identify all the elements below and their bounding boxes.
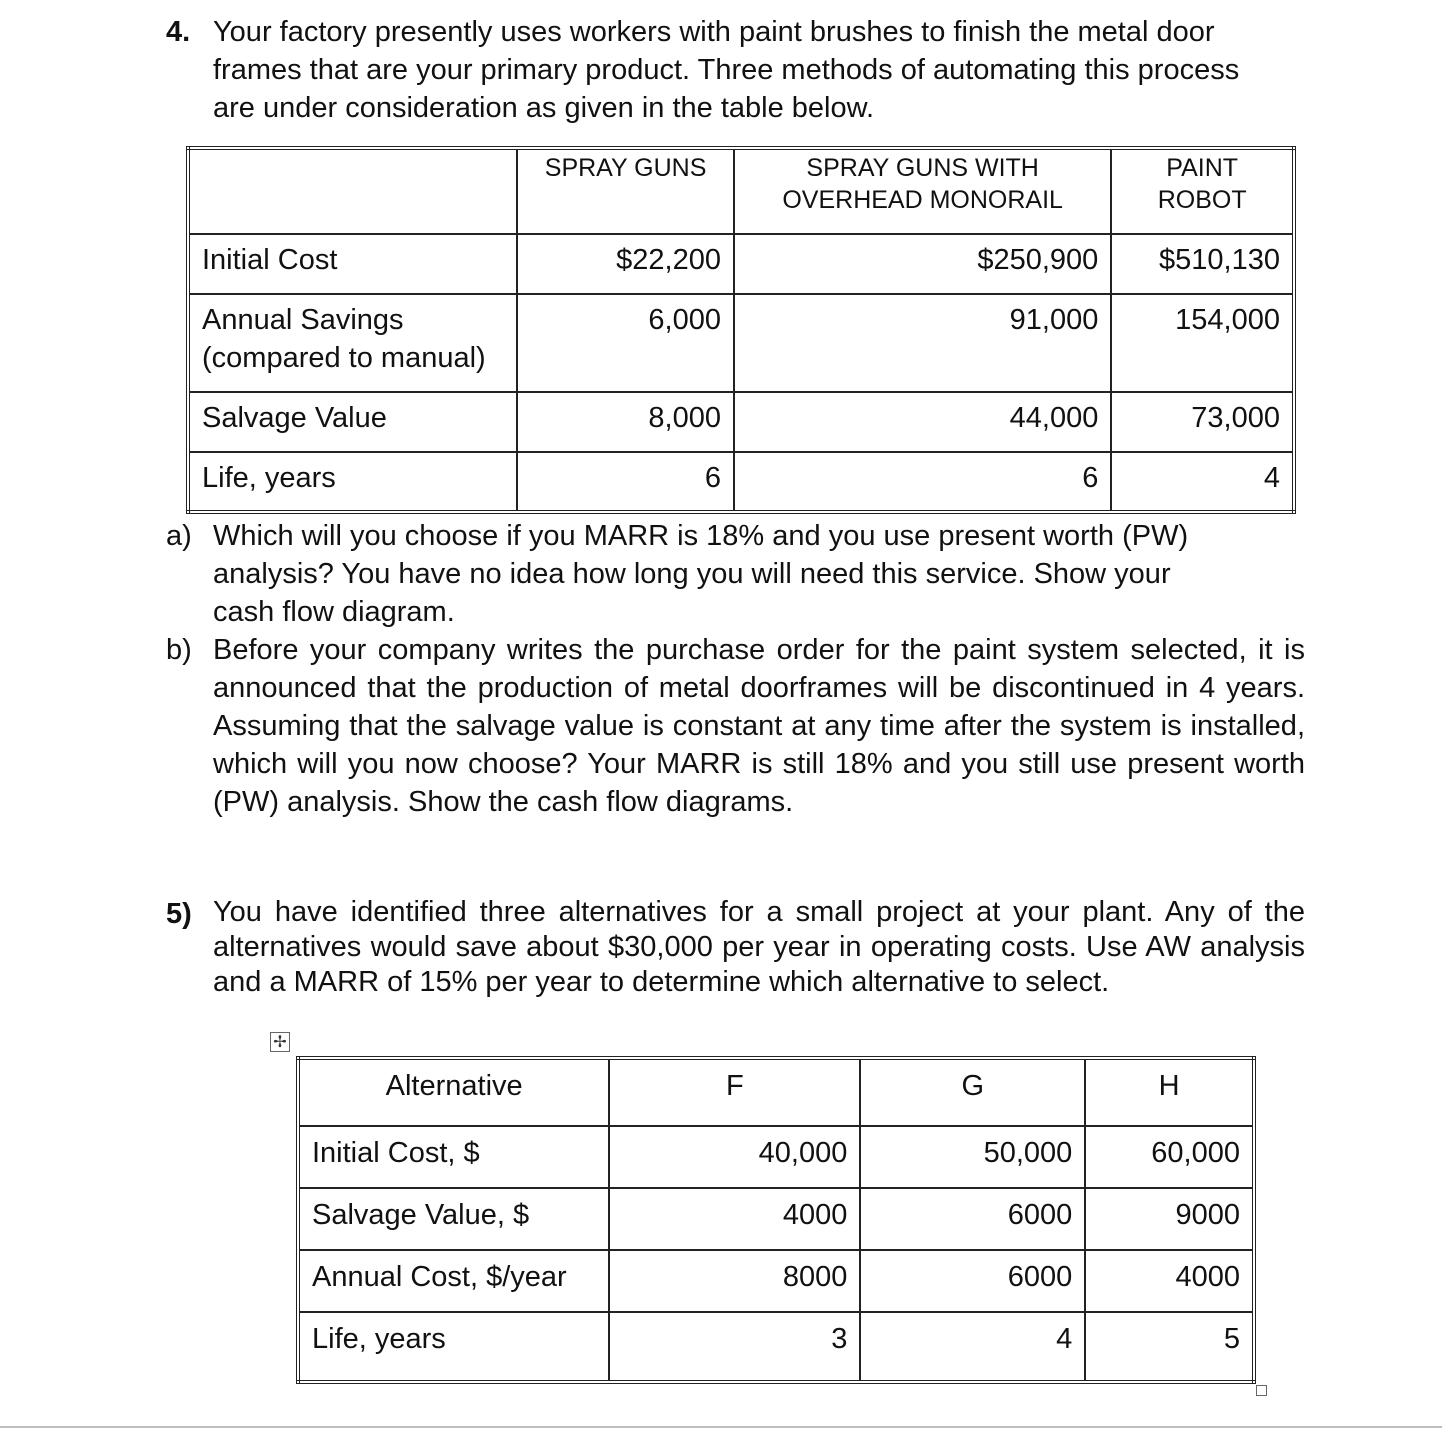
cell-value: 8,000 <box>517 392 734 452</box>
table-row <box>188 452 1294 512</box>
table-header-row <box>298 1058 1254 1126</box>
alternatives-table <box>296 1056 1256 1384</box>
header-paint-robot: PAINT ROBOT <box>1111 148 1294 234</box>
row-label: Annual Cost, $/year <box>298 1250 609 1312</box>
cell-value: 5 <box>1085 1312 1254 1382</box>
part-a-line-1: Which will you choose if you MARR is 18% and you use present worth (PW) <box>213 520 1189 552</box>
table-move-handle-icon[interactable]: ✢ <box>270 1032 290 1052</box>
cell-value: $510,130 <box>1111 234 1294 294</box>
cell-value: 8000 <box>609 1250 860 1312</box>
cell-value: 6 <box>734 452 1111 512</box>
header-h: H <box>1085 1058 1254 1126</box>
cell-value: 154,000 <box>1111 294 1294 392</box>
cell-value: 6,000 <box>517 294 734 392</box>
header-alternative: Alternative <box>298 1058 609 1126</box>
row-label: Life, years <box>298 1312 609 1382</box>
row-label: Initial Cost <box>188 234 517 294</box>
table-row <box>188 392 1294 452</box>
table-row <box>298 1126 1254 1188</box>
cell-value: 6000 <box>860 1250 1085 1312</box>
part-a-line-2: analysis? You have no idea how long you will need this service. Show your <box>213 558 1171 590</box>
part-b-label: b) <box>166 634 192 666</box>
cell-value: 44,000 <box>734 392 1111 452</box>
cell-value: 4000 <box>1085 1250 1254 1312</box>
header-spray-guns: SPRAY GUNS <box>517 148 734 234</box>
cell-value: 3 <box>609 1312 860 1382</box>
cell-value: 73,000 <box>1111 392 1294 452</box>
row-label: Salvage Value, $ <box>298 1188 609 1250</box>
intro-line-1: Your factory presently uses workers with paint brushes to finish the metal door <box>213 16 1215 48</box>
cell-value: 9000 <box>1085 1188 1254 1250</box>
row-label: Initial Cost, $ <box>298 1126 609 1188</box>
table-row <box>188 294 1294 392</box>
part-a-label: a) <box>166 520 192 552</box>
row-label: Life, years <box>188 452 517 512</box>
intro-line-2: frames that are your primary product. Three methods of automating this process <box>213 54 1240 86</box>
header-f: F <box>609 1058 860 1126</box>
cell-value: 4 <box>860 1312 1085 1382</box>
problem-5-text: You have identified three alternatives for a small project at your plant. Any of the alternatives would save about $30,000 per year in operating costs. Use AW analysis and a MARR of 15% per year to determine which alternative to select. <box>213 896 1305 998</box>
header-spray-guns-monorail: SPRAY GUNS WITH OVERHEAD MONORAIL <box>734 148 1111 234</box>
automation-methods-table <box>186 146 1296 514</box>
table-row <box>298 1188 1254 1250</box>
problem-4-intro <box>213 13 1313 127</box>
intro-line-3: are under consideration as given in the table below. <box>213 92 874 124</box>
problem-4-number: 4. <box>166 16 191 48</box>
cell-value: $22,200 <box>517 234 734 294</box>
part-b-text: Before your company writes the purchase order for the paint system selected, it is announced that the production of metal doorframes will be discontinued in 4 years. Assuming that the salvage value is constant at any time after the system is installed, which will you now choose? Your MARR is still 18% and you still use present worth (PW) analysis. Show the cash flow diagrams. <box>213 634 1305 818</box>
cell-value: 6 <box>517 452 734 512</box>
row-label: Annual Savings (compared to manual) <box>188 294 517 392</box>
cell-value: 4000 <box>609 1188 860 1250</box>
table-resize-handle-icon[interactable] <box>1256 1385 1267 1396</box>
table-header-row <box>188 148 1294 234</box>
cell-value: 50,000 <box>860 1126 1085 1188</box>
cell-value: 60,000 <box>1085 1126 1254 1188</box>
header-g: G <box>860 1058 1085 1126</box>
cell-value: $250,900 <box>734 234 1111 294</box>
cell-value: 6000 <box>860 1188 1085 1250</box>
problem-5-number: 5) <box>166 898 192 930</box>
page-bottom-divider <box>0 1426 1442 1428</box>
cell-value: 40,000 <box>609 1126 860 1188</box>
row-label: Salvage Value <box>188 392 517 452</box>
header-blank <box>188 148 517 234</box>
cell-value: 4 <box>1111 452 1294 512</box>
part-a-text <box>213 517 1313 631</box>
table-row <box>298 1312 1254 1382</box>
cell-value: 91,000 <box>734 294 1111 392</box>
table-row <box>188 234 1294 294</box>
part-a-line-3: cash flow diagram. <box>213 596 455 628</box>
table-row <box>298 1250 1254 1312</box>
